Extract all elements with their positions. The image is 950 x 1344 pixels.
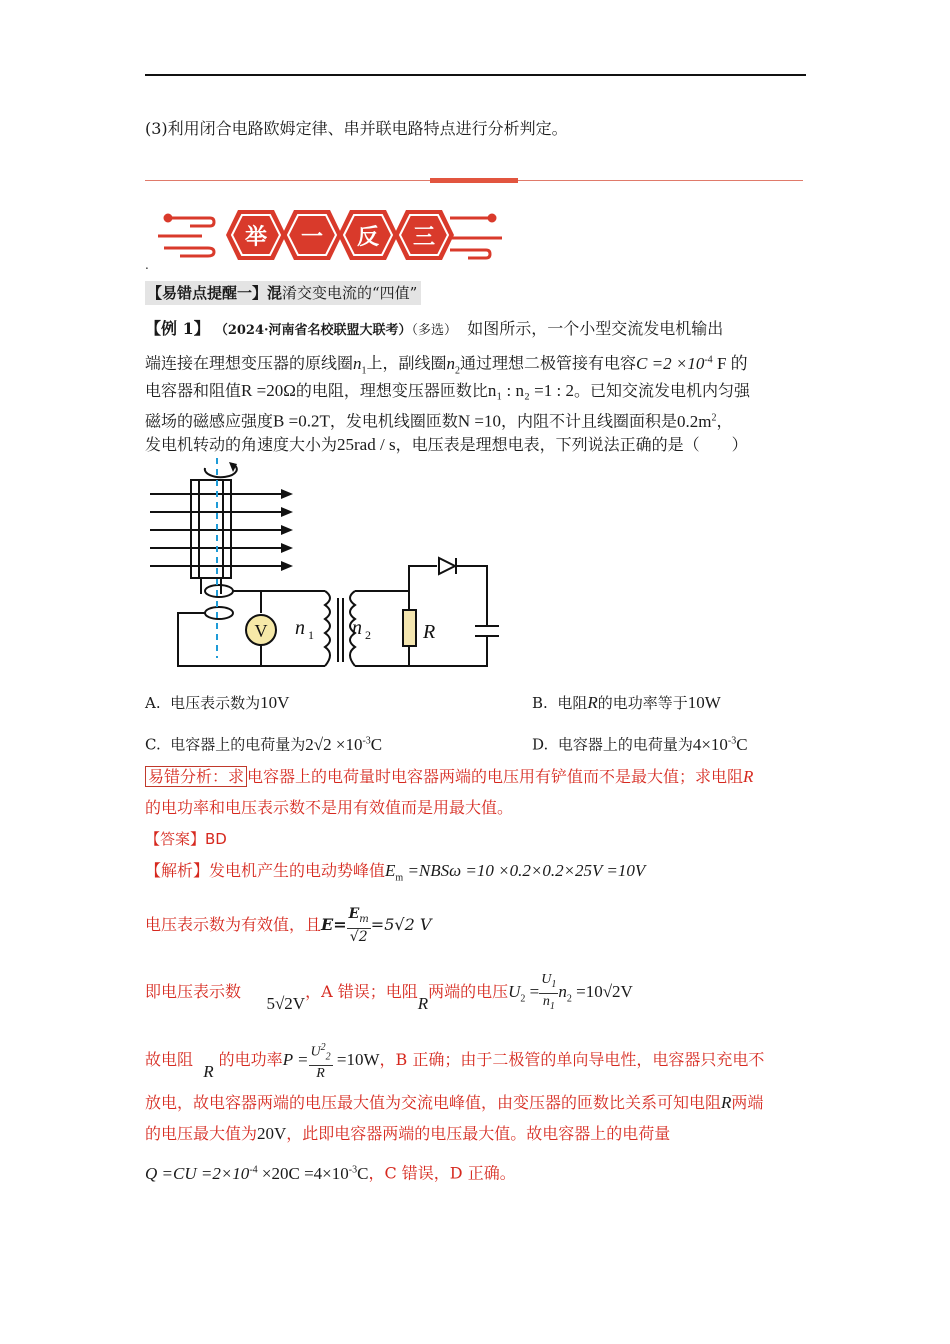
b-field-expr: B =0.2T xyxy=(273,411,330,431)
choice-text: 的电功率等于 xyxy=(597,694,688,712)
text: ，C 错误，D 正确。 xyxy=(368,1163,516,1183)
p-fraction xyxy=(309,1040,333,1082)
solution-label: 【解析】 xyxy=(145,861,210,880)
frac-num-sub: 1 xyxy=(551,978,557,990)
n2-label-sub: 2 xyxy=(365,628,371,642)
n2-symbol: n xyxy=(558,982,567,1002)
answer-value: BD xyxy=(205,830,227,848)
e-lhs: E= xyxy=(321,914,347,934)
max-voltage: 20V xyxy=(257,1124,287,1143)
r-label: R xyxy=(423,621,436,643)
text: 上，副线圈 xyxy=(366,353,447,373)
field-arrow-icon xyxy=(281,489,293,571)
u2-symbol: U xyxy=(508,982,521,1002)
choice-text: 电容器上的电荷量为 xyxy=(557,735,693,754)
area-expr: 0.2m xyxy=(676,411,712,431)
banner-char-3: 反 xyxy=(356,225,380,250)
choice-text: 电压表示数为 xyxy=(170,694,261,712)
solution-line-1 xyxy=(145,858,645,891)
error-r: R xyxy=(743,767,754,786)
cap-unit: F 的 xyxy=(716,353,748,373)
text: 发电机产生的电动势峰值 xyxy=(209,861,386,880)
text: 的电压最大值为 xyxy=(145,1124,258,1143)
error-boxed-char: 求 xyxy=(228,767,245,786)
text: 磁场的磁感应强度 xyxy=(145,411,274,431)
error-analysis-line-1 xyxy=(145,764,753,790)
solution-line-4 xyxy=(145,1040,764,1082)
example-tag: 【例 1】 xyxy=(145,319,210,338)
frac-num-sub: 2 xyxy=(325,1051,331,1063)
choice-text: 电阻 xyxy=(557,694,588,712)
frac-den: n xyxy=(542,993,550,1009)
charge-exp1: -4 xyxy=(249,1164,258,1175)
eq: = xyxy=(525,982,540,1002)
charge-exp2: -3 xyxy=(348,1164,358,1175)
charge-unit: C xyxy=(357,1163,369,1183)
solution-line-6 xyxy=(145,1121,670,1147)
resistance-expr: R =20Ω xyxy=(241,381,296,400)
choice-exp: -3 xyxy=(362,735,371,746)
text: 即电压表示数 xyxy=(145,982,242,1002)
banner-jyfs xyxy=(150,200,510,270)
choice-unit: C xyxy=(370,734,383,754)
text: ，内阻不计且线圈面积是 xyxy=(500,411,677,431)
frac-num: U xyxy=(541,972,552,987)
turns-ratio: n₁ : n₂ =1 : 2 xyxy=(487,381,574,400)
section-divider-accent xyxy=(430,178,518,183)
text: ，发电机线圈匝数 xyxy=(329,411,458,431)
choice-d xyxy=(532,728,748,758)
n1-label: n xyxy=(295,617,305,639)
example-source: （2024·河南省名校联盟大联考） xyxy=(214,323,412,338)
e-rhs: =5√2 V xyxy=(370,914,432,934)
choice-letter: B. xyxy=(532,694,548,712)
n2-sub: 2 xyxy=(566,993,572,1005)
text: ，A 错误；电阻 xyxy=(305,982,418,1002)
example-text: 如图所示，一个小型交流发电机输出 xyxy=(467,319,724,338)
frac-num: E xyxy=(348,906,360,922)
banner-char-4: 三 xyxy=(412,225,436,250)
diode-icon xyxy=(439,558,455,574)
frac-den: √2 xyxy=(349,928,368,945)
choice-c xyxy=(145,728,382,758)
r-symbol: R xyxy=(417,994,429,1014)
choice-math: 4×10 xyxy=(692,734,728,754)
r-symbol: R xyxy=(721,1093,732,1112)
top-rule xyxy=(145,74,806,76)
text: ，此即电容器两端的电压最大值。故电容器上的电荷量 xyxy=(286,1124,671,1143)
frac-num-sub: m xyxy=(359,913,369,925)
text: 。已知交流发电机内匀强 xyxy=(573,381,750,400)
choice-math: 2√2 ×10 xyxy=(305,734,363,754)
solution-line-5 xyxy=(145,1090,763,1116)
area-exp: 2 xyxy=(711,412,717,423)
frac-num: U xyxy=(310,1044,321,1060)
charge-expr: Q =CU =2×10 xyxy=(145,1163,250,1183)
heading-normal: 淆交变电流的“四值” xyxy=(282,284,418,302)
choice-a xyxy=(145,690,289,716)
n2-sub: 2 xyxy=(455,365,461,377)
choice-exp: -3 xyxy=(727,735,737,746)
frac-den: R xyxy=(316,1066,325,1082)
error-analysis-line-2: 的电功率和电压表示数不是用有效值而是用最大值。 xyxy=(145,798,514,817)
cap-exp: -4 xyxy=(704,354,713,365)
text: 电压表示数为有效值，且 xyxy=(145,914,322,934)
choice-letter: A. xyxy=(145,694,161,712)
error-point-heading xyxy=(145,281,421,305)
u-fraction xyxy=(539,972,558,1015)
example-line-5 xyxy=(145,432,748,458)
error-label: 易错分析： xyxy=(148,767,229,786)
stray-dot: . xyxy=(145,258,149,272)
voltmeter-value: 5√2V xyxy=(266,994,306,1014)
omega-expr: 25rad / s xyxy=(337,435,396,454)
n1-sub: 1 xyxy=(361,365,367,377)
cloud-deco-left-icon xyxy=(158,215,214,256)
p-lhs: P = xyxy=(282,1050,309,1070)
choice-b xyxy=(532,690,721,716)
text: 的电功率 xyxy=(218,1050,283,1070)
example-line-1 xyxy=(145,316,723,344)
em-symbol: E xyxy=(385,861,396,880)
capacitance-expr: C =2 ×10 xyxy=(636,353,705,373)
choice-unit: C xyxy=(736,734,748,754)
solution-line-7 xyxy=(145,1157,516,1187)
text: 故电阻 xyxy=(145,1050,194,1070)
rotating-coil-icon xyxy=(191,464,261,619)
example-line-4 xyxy=(145,405,732,435)
charge-mid: ×20C =4×10 xyxy=(257,1163,349,1183)
frac-den-sub: 1 xyxy=(549,1000,555,1012)
n2-label: n xyxy=(352,617,362,639)
answer-line xyxy=(145,826,227,852)
example-kind: （多选） xyxy=(411,323,458,338)
solution-line-3 xyxy=(145,972,633,1015)
error-analysis-box xyxy=(145,766,247,787)
banner-char-2: 一 xyxy=(300,225,324,250)
text: 电容器和阻值 xyxy=(145,381,242,400)
turns-expr: N =10 xyxy=(457,411,501,431)
choice-letter: C. xyxy=(145,735,161,754)
n1-symbol: n xyxy=(353,353,362,373)
choice-text: 电容器上的电荷量为 xyxy=(170,735,306,754)
choice-math: 10V xyxy=(260,693,290,712)
answer-label: 【答案】 xyxy=(145,830,206,848)
example-line-3 xyxy=(145,378,750,404)
text: 发电机转动的角速度大小为 xyxy=(145,435,338,454)
circuit-diagram xyxy=(145,458,515,672)
voltmeter-label: V xyxy=(254,621,268,641)
choice-r: R xyxy=(587,693,598,712)
text: 两端 xyxy=(731,1093,764,1112)
e-fraction xyxy=(347,906,371,945)
text: 通过理想二极管接有电容 xyxy=(460,353,637,373)
choice-letter: D. xyxy=(532,735,549,754)
frac-num-sup: 2 xyxy=(320,1042,326,1053)
text: ， xyxy=(716,411,733,431)
text: 的电阻，理想变压器匝数比 xyxy=(295,381,488,400)
r-symbol: R xyxy=(203,1062,214,1082)
intro-line: (3)利用闭合电路欧姆定律、串并联电路特点进行分析判定。 xyxy=(145,119,568,138)
n1-label-sub: 1 xyxy=(308,628,314,642)
text: 两端的电压 xyxy=(428,982,509,1002)
choice-math: 10W xyxy=(687,693,721,712)
u2-result: =10√2V xyxy=(571,982,633,1002)
heading-bold: 【易错点提醒一】混 xyxy=(147,284,283,302)
banner-char-1: 举 xyxy=(244,225,268,250)
text: 端连接在理想变压器的原线圈 xyxy=(145,353,354,373)
em-expr: =NBSω =10 ×0.2×0.2×25V =10V xyxy=(403,861,646,880)
text: 放电，故电容器两端的电压最大值为交流电峰值，由变压器的匝数比关系可知电阻 xyxy=(145,1093,722,1112)
text: ，电压表是理想电表，下列说法正确的是（ ） xyxy=(395,435,748,454)
error-text: 电容器上的电荷量时电容器两端的电压用有铲值而不是最大值；求电阻 xyxy=(247,767,744,786)
u2-sub: 2 xyxy=(520,993,526,1005)
p-result: =10W xyxy=(332,1050,380,1070)
em-sub: m xyxy=(395,872,404,884)
solution-line-2 xyxy=(145,906,431,945)
text: ，B 正确；由于二极管的单向导电性，电容器只充电不 xyxy=(379,1050,765,1070)
n2-symbol: n xyxy=(446,353,456,373)
